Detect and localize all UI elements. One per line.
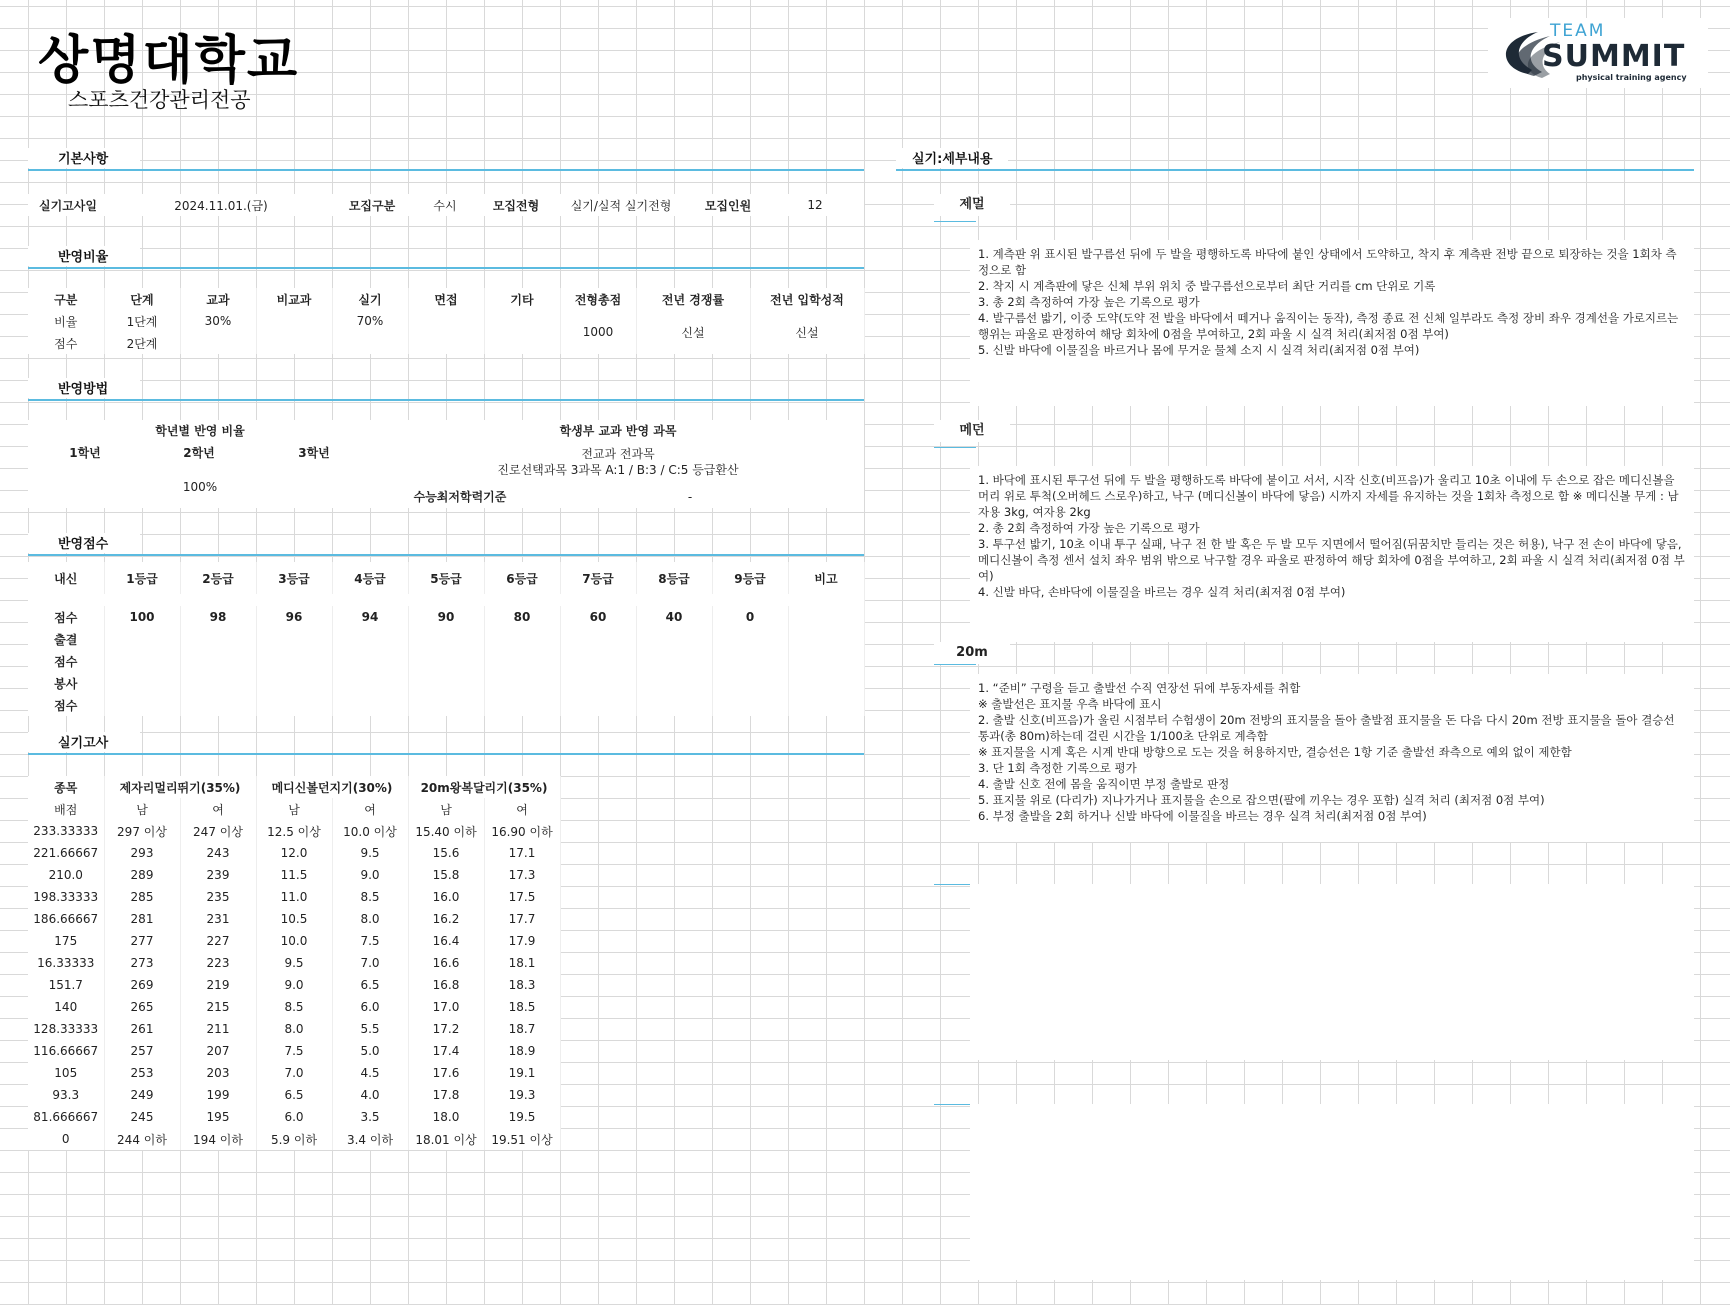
practical-cell-run-female: 17.7 bbox=[484, 908, 560, 930]
practical-cell-medicine-female: 6.0 bbox=[332, 996, 408, 1018]
practical-cell-medicine-female: 3.5 bbox=[332, 1106, 408, 1128]
practical-cell-jump-male: 261 bbox=[104, 1018, 180, 1040]
department-name: 스포츠건강관리전공 bbox=[68, 88, 251, 112]
university-name: 상명대학교 bbox=[38, 31, 300, 91]
practical-cell-points: 16.33333 bbox=[28, 952, 104, 974]
practical-cell-run-female: 17.5 bbox=[484, 886, 560, 908]
practical-cell-run-female: 18.9 bbox=[484, 1040, 560, 1062]
practical-cell-jump-female: 211 bbox=[180, 1018, 256, 1040]
practical-cell-jump-male: 273 bbox=[104, 952, 180, 974]
volunteer-label: 봉사 bbox=[28, 672, 104, 694]
detail-run-line-6: 4. 출발 신호 전에 몸을 움직이면 부정 출발로 판정 bbox=[978, 777, 1230, 791]
practical-cell-medicine-female: 4.5 bbox=[332, 1062, 408, 1084]
detail-run-text bbox=[970, 674, 1694, 842]
section-method-title: 반영방법 bbox=[28, 378, 140, 398]
ratio-row2-stage: 2단계 bbox=[104, 332, 180, 354]
section-score-title: 반영점수 bbox=[28, 533, 140, 553]
recruit-type-value: 수시 bbox=[433, 198, 457, 213]
score-grade-2: 98 bbox=[180, 606, 256, 628]
detail-jump-underline bbox=[934, 221, 976, 222]
score-grade-6: 80 bbox=[484, 606, 560, 628]
practical-cell-run-male: 18.0 bbox=[408, 1106, 484, 1128]
practical-cell-jump-female: 199 bbox=[180, 1084, 256, 1106]
section-practical-underline bbox=[28, 753, 864, 755]
practical-row bbox=[28, 974, 560, 996]
practical-sub-medicine-female: 여 bbox=[332, 798, 408, 820]
ratio-header-6: 기타 bbox=[484, 288, 560, 310]
practical-cell-jump-female: 207 bbox=[180, 1040, 256, 1062]
csat-value: - bbox=[687, 490, 693, 504]
practical-cell-run-male: 15.8 bbox=[408, 864, 484, 886]
practical-rows bbox=[28, 820, 560, 1150]
score-header-2: 2등급 bbox=[180, 562, 256, 594]
practical-cell-jump-male: 293 bbox=[104, 842, 180, 864]
ratio-row1-interview bbox=[408, 310, 484, 332]
score-header-10: 비고 bbox=[788, 562, 864, 594]
detail-jump-line-4: 4. 발구름선 밟기, 이중 도약(도약 전 발을 바닥에서 떼거나 움직이는 동작), 측정 종료 전 신체 일부라도 측정 장비 좌우 경계선을 가로지르는 행위는 파울로 판정하여 해당 회차에 0점을 부여하고, 2회 파울 시 실격 처리(최저점 0점 부여) bbox=[978, 311, 1679, 341]
practical-cell-jump-male: 257 bbox=[104, 1040, 180, 1062]
detail-jump-text bbox=[970, 240, 1694, 406]
volunteer-score-label: 점수 bbox=[28, 694, 104, 716]
practical-cell-jump-male: 297 이상 bbox=[104, 820, 180, 842]
practical-cell-medicine-female: 4.0 bbox=[332, 1084, 408, 1106]
method-block bbox=[28, 420, 864, 508]
recruit-count-value: 12 bbox=[807, 198, 823, 212]
grade-ratio-value: 100% bbox=[182, 480, 218, 494]
detail-run-line-3: 2. 출발 신호(비프음)가 울린 시점부터 수험생이 20m 전방의 표지물을 돌아 출발점 표지물을 돈 다음 다시 20m 전방 표지물을 돌아 결승선 통과(총 80m)하는데 걸린 시간을 1/100초 단위로 계측함 bbox=[978, 713, 1675, 743]
detail-run-line-8: 6. 부정 출발을 2회 하거나 신발 바닥에 이물질을 바르는 경우 실격 처리(최저점 0점 부여) bbox=[978, 809, 1427, 823]
score-header-4: 4등급 bbox=[332, 562, 408, 594]
ratio-row2-nonsubject bbox=[256, 332, 332, 354]
practical-row bbox=[28, 996, 560, 1018]
practical-row bbox=[28, 842, 560, 864]
practical-row bbox=[28, 1040, 560, 1062]
practical-cell-medicine-male: 9.0 bbox=[256, 974, 332, 996]
practical-cell-run-female: 18.5 bbox=[484, 996, 560, 1018]
score-header-8: 8등급 bbox=[636, 562, 712, 594]
score-grade-5: 90 bbox=[408, 606, 484, 628]
grade-3: 3학년 bbox=[298, 446, 330, 460]
practical-cell-medicine-male: 6.5 bbox=[256, 1084, 332, 1106]
practical-cell-jump-female: 223 bbox=[180, 952, 256, 974]
practical-cell-points: 140 bbox=[28, 996, 104, 1018]
detail-empty-box-1 bbox=[970, 884, 1694, 1060]
detail-run-underline bbox=[934, 664, 976, 665]
practical-sub-jump-male: 남 bbox=[104, 798, 180, 820]
practical-cell-jump-male: 277 bbox=[104, 930, 180, 952]
recruit-track-label: 모집전형 bbox=[492, 198, 540, 213]
score-header-9: 9등급 bbox=[712, 562, 788, 594]
practical-row bbox=[28, 1084, 560, 1106]
section-detail-underline bbox=[896, 169, 1694, 171]
grade-2: 2학년 bbox=[183, 446, 215, 460]
practical-row bbox=[28, 1062, 560, 1084]
practical-cell-points: 81.666667 bbox=[28, 1106, 104, 1128]
score-grade-4: 94 bbox=[332, 606, 408, 628]
attendance-score-label: 점수 bbox=[28, 650, 104, 672]
ratio-row1-other bbox=[484, 310, 560, 332]
practical-cell-jump-female: 227 bbox=[180, 930, 256, 952]
score-grade-3: 96 bbox=[256, 606, 332, 628]
subjects-line1: 전교과 전과목 bbox=[581, 447, 655, 461]
practical-cell-jump-female: 219 bbox=[180, 974, 256, 996]
practical-cell-jump-female: 243 bbox=[180, 842, 256, 864]
subjects-label: 학생부 교과 반영 과목 bbox=[559, 424, 677, 438]
detail-run-line-1: 1. “준비” 구령을 듣고 출발선 수직 연장선 뒤에 부동자세를 취함 bbox=[978, 681, 1301, 695]
ratio-prev-competition: 신설 bbox=[636, 310, 750, 354]
practical-cell-jump-female: 231 bbox=[180, 908, 256, 930]
basic-info-table bbox=[28, 194, 864, 216]
practical-cell-medicine-female: 8.5 bbox=[332, 886, 408, 908]
practical-cell-run-female: 19.1 bbox=[484, 1062, 560, 1084]
ratio-header-3: 비교과 bbox=[256, 288, 332, 310]
section-ratio-title: 반영비율 bbox=[28, 246, 140, 266]
practical-cell-run-female: 18.7 bbox=[484, 1018, 560, 1040]
practical-cell-jump-female: 235 bbox=[180, 886, 256, 908]
practical-header-medicine: 메디신볼던지기(30%) bbox=[256, 776, 408, 798]
practical-cell-medicine-male: 12.0 bbox=[256, 842, 332, 864]
practical-cell-jump-female: 194 이하 bbox=[180, 1128, 256, 1150]
practical-cell-medicine-male: 11.0 bbox=[256, 886, 332, 908]
practical-cell-run-male: 16.2 bbox=[408, 908, 484, 930]
practical-cell-run-male: 17.4 bbox=[408, 1040, 484, 1062]
practical-cell-points: 221.66667 bbox=[28, 842, 104, 864]
practical-cell-medicine-male: 8.0 bbox=[256, 1018, 332, 1040]
practical-cell-run-female: 19.5 bbox=[484, 1106, 560, 1128]
detail-run-line-7: 5. 표지물 위로 (다리가) 지나가거나 표지물을 손으로 잡으면(팔에 끼우는 경우 포함) 실격 처리 (최저점 0점 부여) bbox=[978, 793, 1545, 807]
detail-medicine-line-4: 4. 신발 바닥, 손바닥에 이물질을 바르는 경우 실격 처리(최저점 0점 부여) bbox=[978, 585, 1346, 599]
practical-cell-jump-male: 265 bbox=[104, 996, 180, 1018]
practical-cell-points: 105 bbox=[28, 1062, 104, 1084]
logo-team-text: TEAM bbox=[1550, 21, 1606, 41]
practical-sub-points: 배점 bbox=[28, 798, 104, 820]
ratio-row1-label: 비율 bbox=[28, 310, 104, 332]
practical-cell-medicine-female: 7.0 bbox=[332, 952, 408, 974]
practical-cell-run-female: 18.3 bbox=[484, 974, 560, 996]
team-summit-logo bbox=[1488, 18, 1708, 88]
practical-cell-run-male: 18.01 이상 bbox=[408, 1128, 484, 1150]
section-ratio-underline bbox=[28, 267, 864, 269]
practical-cell-jump-female: 203 bbox=[180, 1062, 256, 1084]
practical-cell-points: 0 bbox=[28, 1128, 104, 1150]
ratio-row1-practical: 70% bbox=[332, 310, 408, 332]
detail-medicine-line-3: 3. 투구선 밟기, 10초 이내 투구 실패, 낙구 전 한 발 혹은 두 발 모두 지면에서 떨어짐(뒤꿈치만 들리는 것은 허용), 낙구 전 손이 바닥에 닿음, 메디신볼이 측정 센서 설치 좌우 범위 밖으로 낙구할 경우 파울로 판정하여 해당 회차에 0점을 부여하고, 2회 파울 시 실격 처리(최저점 0점 부여) bbox=[978, 537, 1685, 583]
score-header-5: 5등급 bbox=[408, 562, 484, 594]
practical-cell-medicine-female: 7.5 bbox=[332, 930, 408, 952]
practical-sub-run-male: 남 bbox=[408, 798, 484, 820]
practical-cell-points: 210.0 bbox=[28, 864, 104, 886]
detail-run-line-5: 3. 단 1회 측정한 기록으로 평가 bbox=[978, 761, 1137, 775]
practical-row bbox=[28, 1018, 560, 1040]
practical-cell-medicine-male: 10.0 bbox=[256, 930, 332, 952]
subjects-line2: 진로선택과목 3과목 A:1 / B:3 / C:5 등급환산 bbox=[497, 463, 739, 477]
score-grade-8: 40 bbox=[636, 606, 712, 628]
score-header-6: 6등급 bbox=[484, 562, 560, 594]
detail-medicine-line-1: 1. 바닥에 표시된 투구선 뒤에 두 발을 평행하도록 바닥에 붙이고 서서, 시작 신호(비프음)가 울리고 10초 이내에 두 손으로 잡은 메디신볼을 머리 위로 투척(오버헤드 스로우)하고, 낙구 (메디신볼이 바닥에 닿음) 시까지 자세를 유지하는 것을 1회차 측정으로 함 ※ 메디신볼 무게 : 남자용 3kg, 여자용 2kg bbox=[978, 473, 1679, 519]
score-row-label: 점수 bbox=[28, 606, 104, 628]
practical-header-run: 20m왕복달리기(35%) bbox=[408, 776, 560, 798]
practical-cell-medicine-male: 8.5 bbox=[256, 996, 332, 1018]
practical-cell-run-male: 17.0 bbox=[408, 996, 484, 1018]
practical-row bbox=[28, 820, 560, 842]
ratio-header-4: 실기 bbox=[332, 288, 408, 310]
practical-cell-medicine-male: 7.5 bbox=[256, 1040, 332, 1062]
practical-cell-jump-male: 269 bbox=[104, 974, 180, 996]
detail-empty-box-2 bbox=[970, 1104, 1694, 1280]
score-header-1: 1등급 bbox=[104, 562, 180, 594]
practical-cell-jump-female: 215 bbox=[180, 996, 256, 1018]
score-grade-7: 60 bbox=[560, 606, 636, 628]
practical-cell-medicine-male: 9.5 bbox=[256, 952, 332, 974]
section-practical-title: 실기고사 bbox=[28, 732, 140, 752]
section-basic-title: 기본사항 bbox=[28, 148, 140, 168]
detail-medicine-line-2: 2. 총 2회 측정하여 가장 높은 기록으로 평가 bbox=[978, 521, 1200, 535]
ratio-prev-admission: 신설 bbox=[750, 310, 864, 354]
practical-row bbox=[28, 1128, 560, 1150]
practical-cell-jump-male: 253 bbox=[104, 1062, 180, 1084]
practical-cell-medicine-male: 12.5 이상 bbox=[256, 820, 332, 842]
logo-swoosh-icon bbox=[1488, 18, 1708, 88]
section-method-underline bbox=[28, 399, 864, 401]
practical-cell-points: 233.33333 bbox=[28, 820, 104, 842]
practical-cell-jump-male: 281 bbox=[104, 908, 180, 930]
ratio-header-9: 전년 입학성적 bbox=[750, 288, 864, 310]
practical-row bbox=[28, 952, 560, 974]
practical-cell-jump-male: 249 bbox=[104, 1084, 180, 1106]
ratio-row1-stage: 1단계 bbox=[104, 310, 180, 332]
detail-medicine-tag: 메던 bbox=[934, 420, 1010, 442]
ratio-header-1: 단계 bbox=[104, 288, 180, 310]
practical-cell-run-male: 16.4 bbox=[408, 930, 484, 952]
practical-cell-medicine-male: 7.0 bbox=[256, 1062, 332, 1084]
recruit-type-label: 모집구분 bbox=[348, 198, 396, 213]
practical-cell-points: 186.66667 bbox=[28, 908, 104, 930]
practical-cell-run-female: 19.3 bbox=[484, 1084, 560, 1106]
practical-cell-jump-female: 239 bbox=[180, 864, 256, 886]
practical-row bbox=[28, 864, 560, 886]
practical-cell-medicine-female: 9.0 bbox=[332, 864, 408, 886]
practical-cell-jump-male: 285 bbox=[104, 886, 180, 908]
score-header-7: 7등급 bbox=[560, 562, 636, 594]
ratio-row2-practical bbox=[332, 332, 408, 354]
detail-jump-line-1: 1. 계측판 위 표시된 발구름선 뒤에 두 발을 평행하도록 바닥에 붙인 상태에서 도약하고, 착지 후 계측판 전방 끝으로 퇴장하는 것을 1회차 측정으로 함 bbox=[978, 247, 1677, 277]
practical-cell-points: 175 bbox=[28, 930, 104, 952]
practical-cell-run-female: 16.90 이하 bbox=[484, 820, 560, 842]
detail-run-line-4: ※ 표지물을 시계 혹은 시계 반대 방향으로 도는 것을 허용하지만, 결승선은 1항 기준 출발선 좌측으로 예외 없이 제한함 bbox=[978, 745, 1572, 759]
ratio-header-8: 전년 경쟁률 bbox=[636, 288, 750, 310]
logo-sub-text: physical training agency bbox=[1576, 73, 1687, 82]
practical-cell-jump-male: 244 이하 bbox=[104, 1128, 180, 1150]
score-table bbox=[28, 562, 865, 716]
practical-cell-medicine-female: 6.5 bbox=[332, 974, 408, 996]
score-grade-9: 0 bbox=[712, 606, 788, 628]
section-basic-underline bbox=[28, 169, 864, 171]
practical-row bbox=[28, 886, 560, 908]
practical-cell-run-female: 17.9 bbox=[484, 930, 560, 952]
practical-cell-medicine-female: 9.5 bbox=[332, 842, 408, 864]
practical-cell-jump-male: 245 bbox=[104, 1106, 180, 1128]
ratio-row2-other bbox=[484, 332, 560, 354]
practical-cell-points: 198.33333 bbox=[28, 886, 104, 908]
score-grade-1: 100 bbox=[104, 606, 180, 628]
score-header-0: 내신 bbox=[28, 562, 104, 594]
practical-cell-jump-male: 289 bbox=[104, 864, 180, 886]
ratio-row2-label: 점수 bbox=[28, 332, 104, 354]
practical-cell-points: 93.3 bbox=[28, 1084, 104, 1106]
score-header-3: 3등급 bbox=[256, 562, 332, 594]
ratio-header-5: 면접 bbox=[408, 288, 484, 310]
practical-cell-run-female: 18.1 bbox=[484, 952, 560, 974]
practical-cell-run-male: 15.40 이하 bbox=[408, 820, 484, 842]
ratio-row1-nonsubject bbox=[256, 310, 332, 332]
practical-cell-medicine-female: 8.0 bbox=[332, 908, 408, 930]
practical-cell-medicine-female: 5.0 bbox=[332, 1040, 408, 1062]
logo-main-text: SUMMIT bbox=[1542, 39, 1686, 74]
practical-cell-run-male: 16.0 bbox=[408, 886, 484, 908]
detail-jump-tag: 제멀 bbox=[934, 194, 1010, 216]
detail-run-tag: 20m bbox=[934, 642, 1010, 664]
practical-cell-run-female: 17.3 bbox=[484, 864, 560, 886]
practical-cell-medicine-male: 5.9 이하 bbox=[256, 1128, 332, 1150]
detail-jump-line-5: 5. 신발 바닥에 이물질을 바르거나 몸에 무거운 물체 소지 시 실격 처리(최저점 0점 부여) bbox=[978, 343, 1420, 357]
practical-cell-jump-female: 195 bbox=[180, 1106, 256, 1128]
ratio-total-score: 1000 bbox=[560, 310, 636, 354]
practical-header-event: 종목 bbox=[28, 776, 104, 798]
practical-cell-jump-female: 247 이상 bbox=[180, 820, 256, 842]
practical-cell-run-male: 16.6 bbox=[408, 952, 484, 974]
recruit-count-label: 모집인원 bbox=[704, 198, 752, 213]
attendance-label: 출결 bbox=[28, 628, 104, 650]
detail-run-line-2: ※ 출발선은 표지물 우측 바닥에 표시 bbox=[978, 697, 1162, 711]
practical-cell-run-male: 16.8 bbox=[408, 974, 484, 996]
section-score-underline bbox=[28, 554, 864, 556]
practical-table bbox=[28, 776, 561, 1150]
practical-cell-run-female: 17.1 bbox=[484, 842, 560, 864]
detail-jump-line-2: 2. 착지 시 계측판에 닿은 신체 부위 위치 중 발구름선으로부터 최단 거리를 cm 단위로 기록 bbox=[978, 279, 1436, 293]
practical-cell-medicine-female: 10.0 이상 bbox=[332, 820, 408, 842]
practical-cell-run-male: 17.8 bbox=[408, 1084, 484, 1106]
ratio-table bbox=[28, 288, 865, 354]
practical-sub-run-female: 여 bbox=[484, 798, 560, 820]
practical-cell-run-female: 19.51 이상 bbox=[484, 1128, 560, 1150]
detail-jump-line-3: 3. 총 2회 측정하여 가장 높은 기록으로 평가 bbox=[978, 295, 1200, 309]
practical-header-jump: 제자리멀리뛰기(35%) bbox=[104, 776, 256, 798]
practical-row bbox=[28, 1106, 560, 1128]
practical-sub-medicine-male: 남 bbox=[256, 798, 332, 820]
practical-cell-run-male: 17.6 bbox=[408, 1062, 484, 1084]
csat-label: 수능최저학력기준 bbox=[413, 490, 507, 504]
ratio-header-2: 교과 bbox=[180, 288, 256, 310]
score-note bbox=[788, 606, 864, 628]
practical-cell-medicine-male: 6.0 bbox=[256, 1106, 332, 1128]
detail-medicine-underline bbox=[934, 447, 976, 448]
section-detail-title: 실기:세부내용 bbox=[896, 148, 1008, 168]
ratio-row2-interview bbox=[408, 332, 484, 354]
practical-cell-points: 116.66667 bbox=[28, 1040, 104, 1062]
practical-row bbox=[28, 930, 560, 952]
practical-cell-run-male: 17.2 bbox=[408, 1018, 484, 1040]
grade-1: 1학년 bbox=[69, 446, 101, 460]
grade-ratio-label: 학년별 반영 비율 bbox=[155, 424, 245, 438]
practical-cell-medicine-female: 3.4 이하 bbox=[332, 1128, 408, 1150]
ratio-row1-subject: 30% bbox=[180, 310, 256, 332]
practical-row bbox=[28, 908, 560, 930]
practical-cell-medicine-male: 10.5 bbox=[256, 908, 332, 930]
ratio-header-0: 구분 bbox=[28, 288, 104, 310]
practical-sub-jump-female: 여 bbox=[180, 798, 256, 820]
recruit-track-value: 실기/실적 실기전형 bbox=[570, 198, 672, 213]
practical-cell-medicine-male: 11.5 bbox=[256, 864, 332, 886]
exam-date-value: 2024.11.01.(금) bbox=[174, 198, 268, 213]
practical-cell-points: 128.33333 bbox=[28, 1018, 104, 1040]
exam-date-label: 실기고사일 bbox=[39, 198, 97, 213]
practical-cell-run-male: 15.6 bbox=[408, 842, 484, 864]
practical-cell-points: 151.7 bbox=[28, 974, 104, 996]
practical-cell-medicine-female: 5.5 bbox=[332, 1018, 408, 1040]
ratio-header-7: 전형총점 bbox=[560, 288, 636, 310]
ratio-row2-subject bbox=[180, 332, 256, 354]
detail-medicine-text bbox=[970, 466, 1694, 642]
